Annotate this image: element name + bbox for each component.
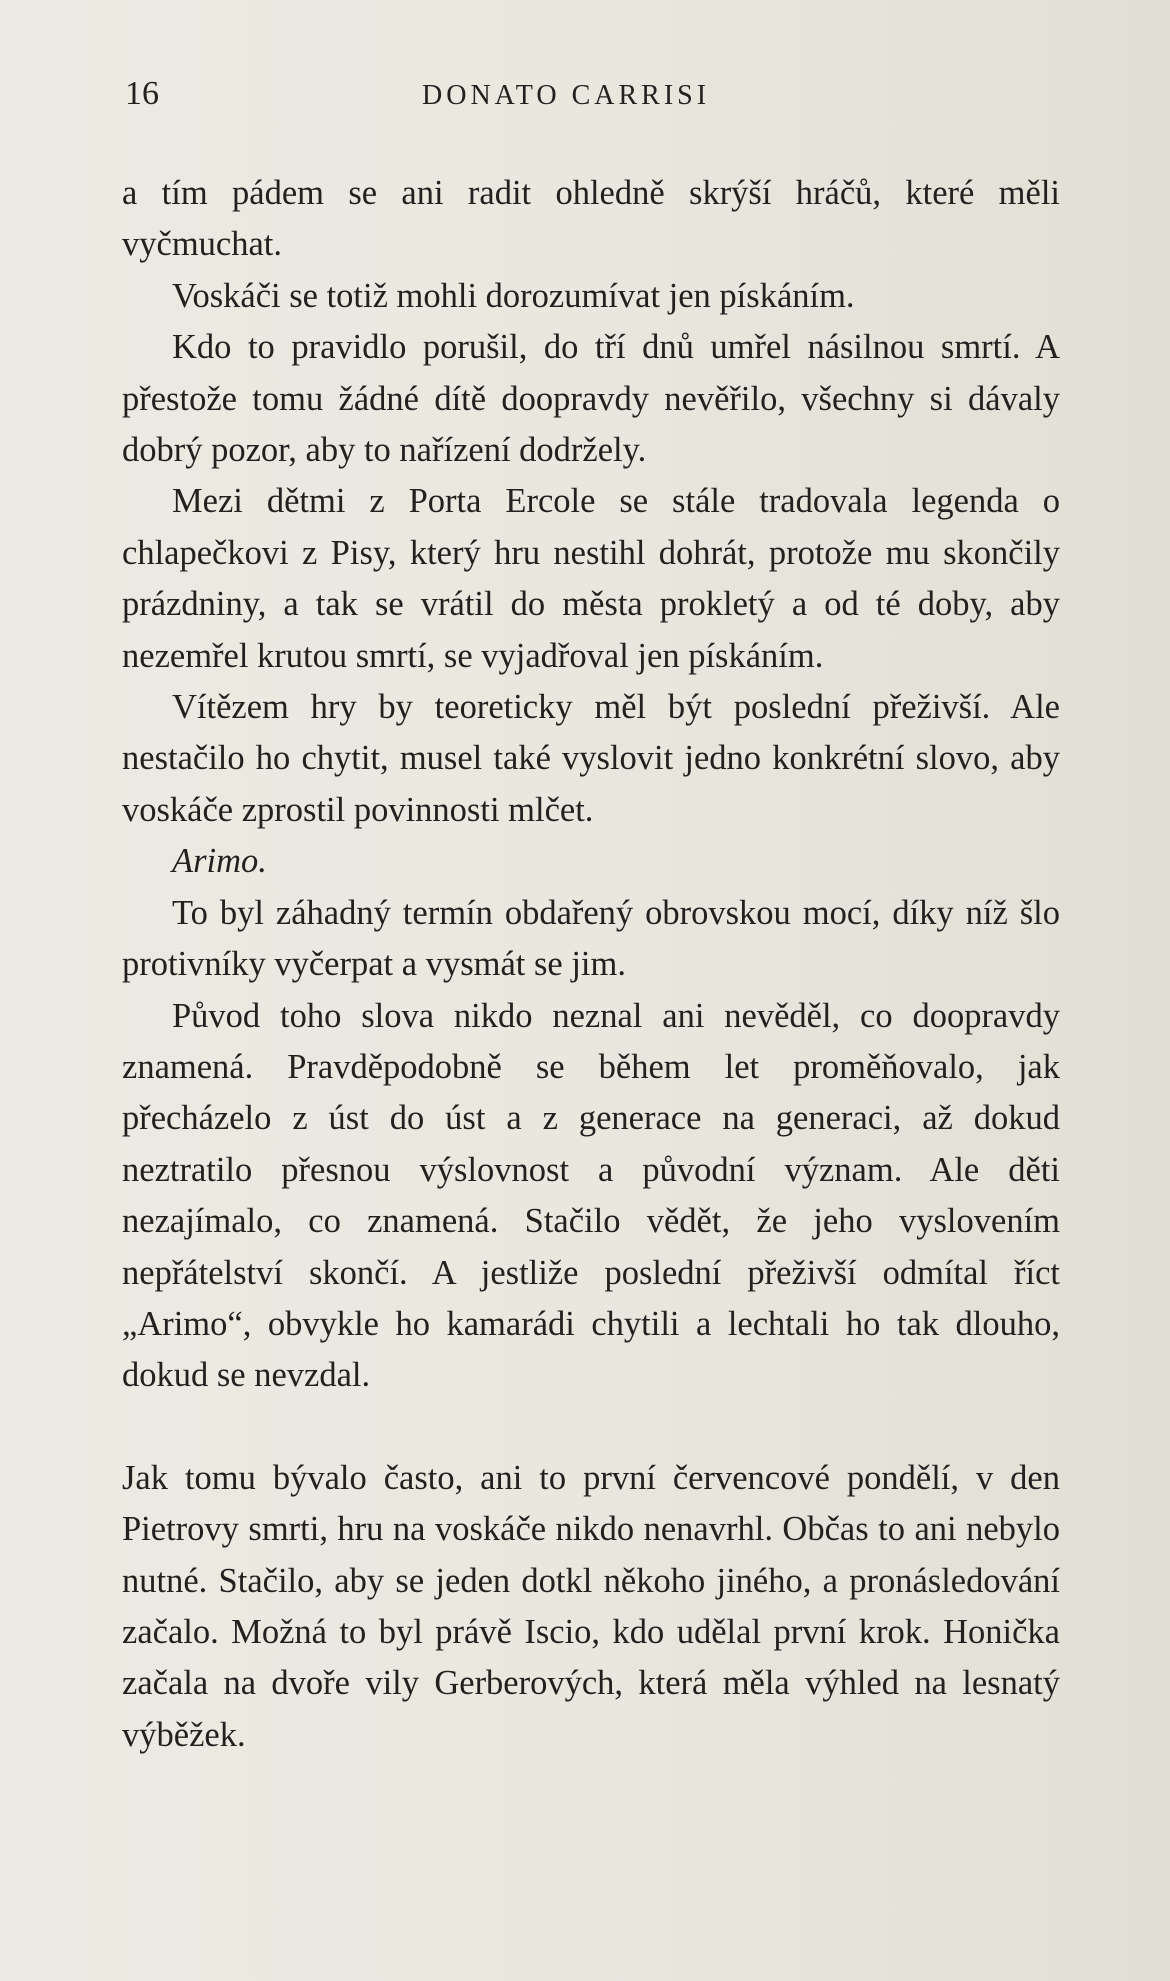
paragraph: Voskáči se totiž mohli dorozumívat jen pískáním. xyxy=(172,276,855,315)
page-number: 16 xyxy=(125,75,159,112)
paragraph: Vítězem hry by teoreticky měl být poslední přeživší. Ale nestačilo ho chytit, musel také vyslovit jedno konkrétní slovo, aby voskáče zprostil povinnosti mlčet. xyxy=(122,688,1060,829)
paragraph-italic-word: Arimo. xyxy=(172,842,267,881)
paragraph: Mezi dětmi z Porta Ercole se stále tradovala legenda o chlapečkovi z Pisy, který hru nestihl dohrát, protože mu skončily prázdniny, a tak se vrátil do města prokletý a od té doby, aby nezemřel krutou smrtí, se vyjadřoval jen pískáním. xyxy=(122,482,1060,675)
paragraph: Kdo to pravidlo porušil, do tří dnů umřel násilnou smrtí. A přestože tomu žádné dítě doopravdy nevěřilo, všechny si dávaly dobrý pozor, aby to nařízení dodržely. xyxy=(122,328,1060,470)
section-break xyxy=(122,1402,1060,1453)
running-head-author: DONATO CARRISI xyxy=(422,80,711,111)
paragraph: Původ toho slova nikdo neznal ani nevěděl, co doopravdy znamená. Pravděpodobně se během let proměňovalo, jak přecházelo z úst do úst a z generace na generaci, až dokud neztratilo přesnou výslovnost a původní význam. Ale děti nezajímalo, co znamená. Stačilo vědět, že jeho vyslovením nepřátelství skončí. A jestliže poslední přeživší odmítal říct „Arimo“, obvykle ho kamarádi chytili a lechtali ho tak dlouho, dokud se nevzdal. xyxy=(122,996,1060,1395)
body-text xyxy=(122,168,1060,1761)
paragraph-continuation: a tím pádem se ani radit ohledně skrýší hráčů, které měli vyčmuchat. xyxy=(122,174,1060,264)
paragraph: To byl záhadný termín obdařený obrovskou mocí, díky níž šlo protivníky vyčerpat a vysmát se jim. xyxy=(122,893,1060,984)
paragraph-section-start: Jak tomu bývalo často, ani to první červencové pondělí, v den Pietrovy smrti, hru na voskáče nikdo nenavrhl. Občas to ani nebylo nutné. Stačilo, aby se jeden dotkl někoho jiného, a pronásledování začalo. Možná to byl právě Iscio, kdo udělal první krok. Honička začala na dvoře vily Gerberových, která měla výhled na lesnatý výběžek. xyxy=(122,1458,1060,1754)
page-header xyxy=(125,66,1045,126)
